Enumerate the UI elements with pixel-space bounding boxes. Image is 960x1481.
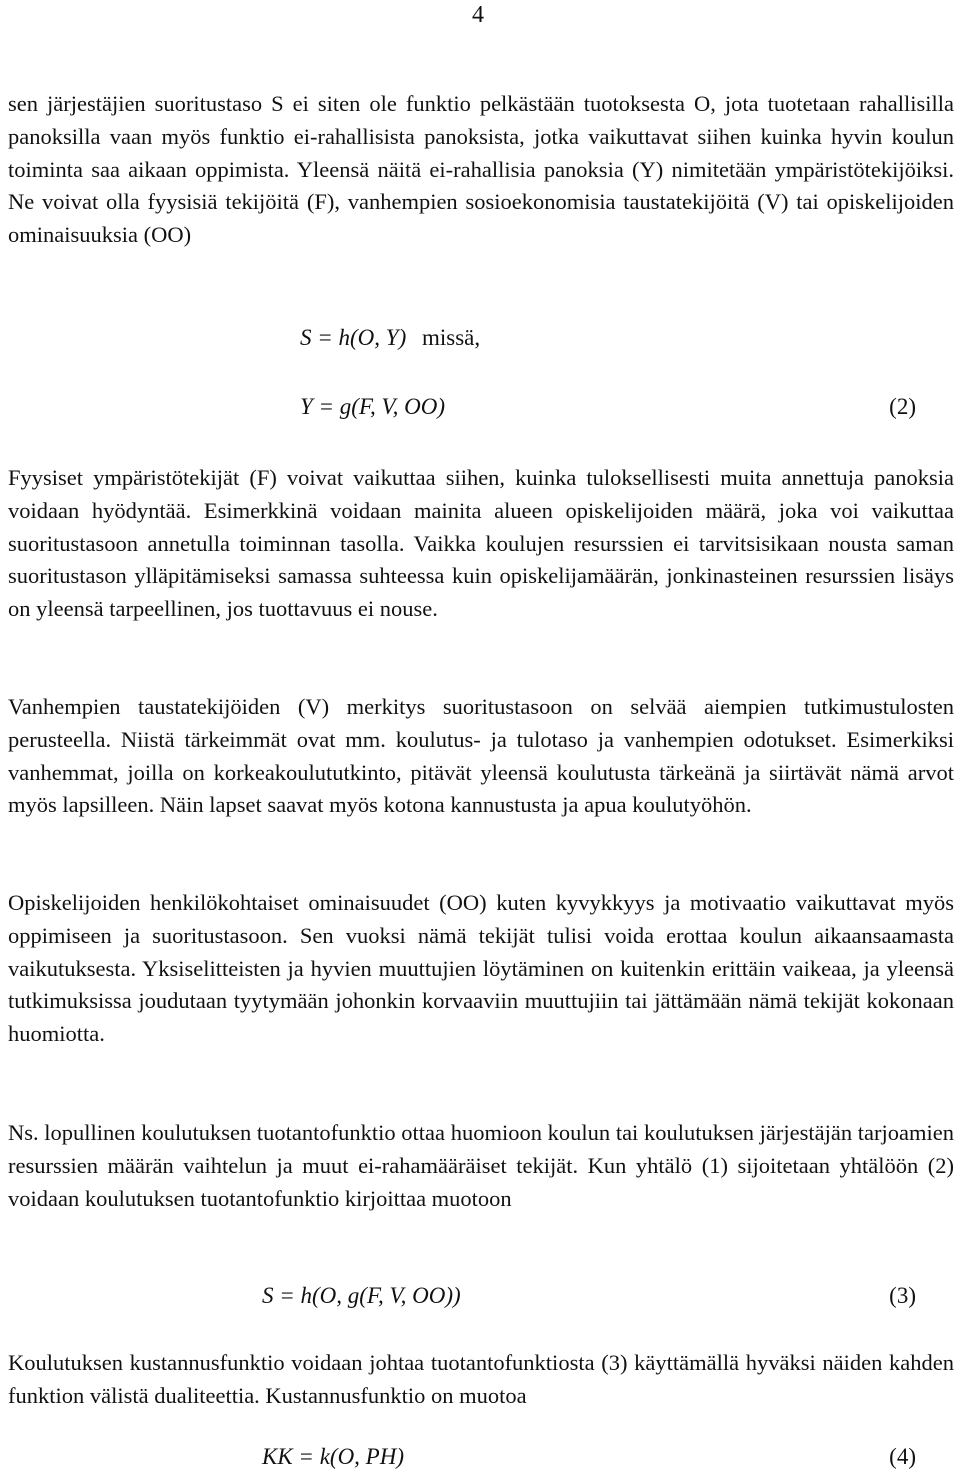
- paragraph-3: Vanhempien taustatekijöiden (V) merkitys suoritustasoon on selvää aiempien tutkimustulosten perusteella. Niistä tärkeimmät ovat mm. koulutus- ja tulotaso ja vanhempien odotukset. Esimerkiksi vanhemmat, joilla on korkeakoulututkinto, pitävät yleensä koulutusta tärkeänä ja siirtävät nämä arvot myös lapsilleen. Näin lapset saavat myös kotona kannustusta ja apua koulutyöhön.: [8, 694, 954, 818]
- paragraph-6: Koulutuksen kustannusfunktio voidaan johtaa tuotantofunktiosta (3) käyttämällä hyväksi näiden kahden funktion välistä dualiteettia. Kustannusfunktio on muotoa: [8, 1350, 954, 1408]
- paragraph-5: Ns. lopullinen koulutuksen tuotantofunktio ottaa huomioon koulun tai koulutuksen järjestäjän tarjoamien resurssien määrän vaihtelun ja muut ei-rahamääräiset tekijät. Kun yhtälö (1) sijoitetaan yhtälöön (2) voidaan koulutuksen tuotantofunktio kirjoittaa muotoon: [8, 1120, 954, 1211]
- page-number: 4: [472, 2, 484, 28]
- paragraph-1: sen järjestäjien suoritustaso S ei siten ole funktio pelkästään tuotoksesta O, jota tuotetaan rahallisilla panoksilla vaan myös funktio ei-rahallisista panoksista, jotka vaikuttavat siihen kuinka hyvin koulun toiminta saa aikaan oppimista. Yleensä näitä ei-rahallisia panoksia (Y) nimitetään ympäristötekijöiksi. Ne voivat olla fyysisiä tekijöitä (F), vanhempien sosioekonomisia taustatekijöitä (V) tai opiskelijoiden ominaisuuksia (OO): [8, 91, 954, 248]
- equation-2a: [300, 325, 480, 351]
- equation-2b-formula: Y = g(F, V, OO): [300, 394, 446, 419]
- equation-3-formula: S = h(O, g(F, V, OO)): [262, 1283, 461, 1308]
- equation-3-number: (3): [889, 1283, 916, 1308]
- equation-4: [262, 1444, 404, 1470]
- equation-2b: [300, 394, 445, 420]
- equation-2-number: (2): [889, 394, 916, 419]
- equation-3: [262, 1283, 461, 1309]
- equation-4-number: (4): [889, 1444, 916, 1469]
- paragraph-4: Opiskelijoiden henkilökohtaiset ominaisuudet (OO) kuten kyvykkyys ja motivaatio vaikuttavat myös oppimiseen ja suoritustasoon. Sen vuoksi nämä tekijät tulisi voida erottaa koulun aikaansaamasta vaikutuksesta. Yksiselitteisten ja hyvien muuttujien löytäminen on kuitenkin erittäin vaikeaa, ja yleensä tutkimuksissa joudutaan tyytymään johonkin korvaaviin muuttujiin tai jättämään nämä tekijät kokonaan huomiotta.: [8, 890, 954, 1047]
- equation-2a-formula: S = h(O, Y): [300, 325, 407, 350]
- equation-4-formula: KK = k(O, PH): [262, 1444, 404, 1469]
- paragraph-2: Fyysiset ympäristötekijät (F) voivat vaikuttaa siihen, kuinka tuloksellisesti muita annettuja panoksia voidaan hyödyntää. Esimerkkinä voidaan mainita alueen opiskelijoiden määrä, joka voi vaikuttaa suoritustasoon annetulla toiminnan tasolla. Vaikka koulujen resurssien ei tarvitsisikaan nousta saman suoritustason ylläpitämiseksi samassa suhteessa kuin opiskelijamäärän, jonkinasteinen resurssien lisäys on yleensä tarpeellinen, jos tuottavuus ei nouse.: [8, 465, 954, 622]
- equation-2a-suffix: missä,: [422, 325, 481, 350]
